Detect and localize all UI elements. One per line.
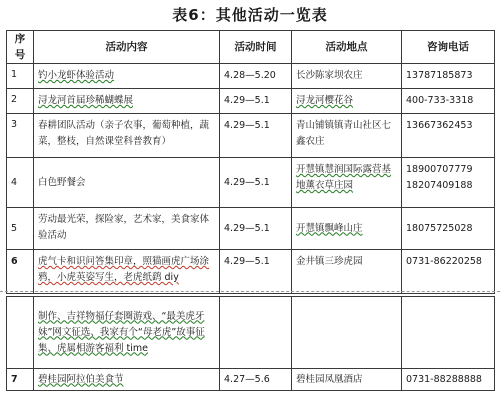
table-title: 表6：其他活动一览表	[172, 6, 328, 24]
row-tel: 0731-88288888	[402, 369, 495, 391]
row-content: 制作、吉祥物福仔套圈游戏、“最美虎牙妹”网文征选、我家有个“母老虎”故事征集、虎属相游客福利 time	[34, 297, 220, 369]
row-no: 5	[7, 208, 34, 250]
row-location: 开慧镇飘峰山庄	[292, 208, 402, 250]
activity-table-continued	[6, 296, 495, 391]
row-location: 浔龙河樱花谷	[292, 89, 402, 114]
row-no	[7, 297, 34, 369]
table-row	[7, 64, 495, 89]
table-row	[7, 158, 495, 208]
row-time: 4.27—5.6	[220, 369, 292, 391]
row-time: 4.29—5.1	[220, 89, 292, 114]
page-break	[0, 291, 500, 293]
header-no: 序号	[7, 31, 34, 64]
table-row-continuation	[7, 297, 495, 369]
row-tel: 400-733-3318	[402, 89, 495, 114]
table-row	[7, 208, 495, 250]
table-row	[7, 369, 495, 391]
row-tel: 18900707779 18207409188	[402, 158, 495, 208]
row-time: 4.29—5.1	[220, 158, 292, 208]
row-content: 虎气卡和识问答集印章，照猫画虎广场涂鸦，小虎英姿写生，老虎纸鹞 diy	[34, 250, 220, 294]
row-location: 青山铺镇镇青山社区七鑫农庄	[292, 114, 402, 158]
row-content: 钓小龙虾体验活动	[34, 64, 220, 89]
row-time: 4.29—5.1	[220, 114, 292, 158]
row-tel: 18075725028	[402, 208, 495, 250]
row-no: 6	[7, 250, 34, 294]
row-location: 开慧镇慧润国际露营基地薰衣草庄园	[292, 158, 402, 208]
table-header-row	[7, 31, 495, 64]
table-row	[7, 250, 495, 294]
row-no: 3	[7, 114, 34, 158]
row-tel	[402, 297, 495, 369]
row-no: 4	[7, 158, 34, 208]
row-time: 4.29—5.1	[220, 250, 292, 294]
activity-table	[6, 30, 495, 294]
row-tel: 13667362453	[402, 114, 495, 158]
table-row	[7, 114, 495, 158]
table-row	[7, 89, 495, 114]
header-time: 活动时间	[220, 31, 292, 64]
row-content: 浔龙河首届珍稀蝴蝶展	[34, 89, 220, 114]
row-no: 7	[7, 369, 34, 391]
row-time: 4.29—5.1	[220, 208, 292, 250]
row-no: 1	[7, 64, 34, 89]
row-tel: 13787185873	[402, 64, 495, 89]
header-location: 活动地点	[292, 31, 402, 64]
row-content: 春耕团队活动（亲子农事，葡萄种植，蔬菜，整枝，自然课堂科普教育）	[34, 114, 220, 158]
row-content: 劳动最光荣，探险家，艺术家，美食家体验活动	[34, 208, 220, 250]
row-tel: 0731-86220258	[402, 250, 495, 294]
row-time: 4.28—5.20	[220, 64, 292, 89]
row-location: 长沙陈家坝农庄	[292, 64, 402, 89]
row-time	[220, 297, 292, 369]
row-no: 2	[7, 89, 34, 114]
row-location: 碧桂园凤凰酒店	[292, 369, 402, 391]
row-location	[292, 297, 402, 369]
row-location: 金井镇三珍虎园	[292, 250, 402, 294]
header-content: 活动内容	[34, 31, 220, 64]
row-content: 碧桂园阿拉伯美食节	[34, 369, 220, 391]
header-tel: 咨询电话	[402, 31, 495, 64]
row-content: 白色野餐会	[34, 158, 220, 208]
